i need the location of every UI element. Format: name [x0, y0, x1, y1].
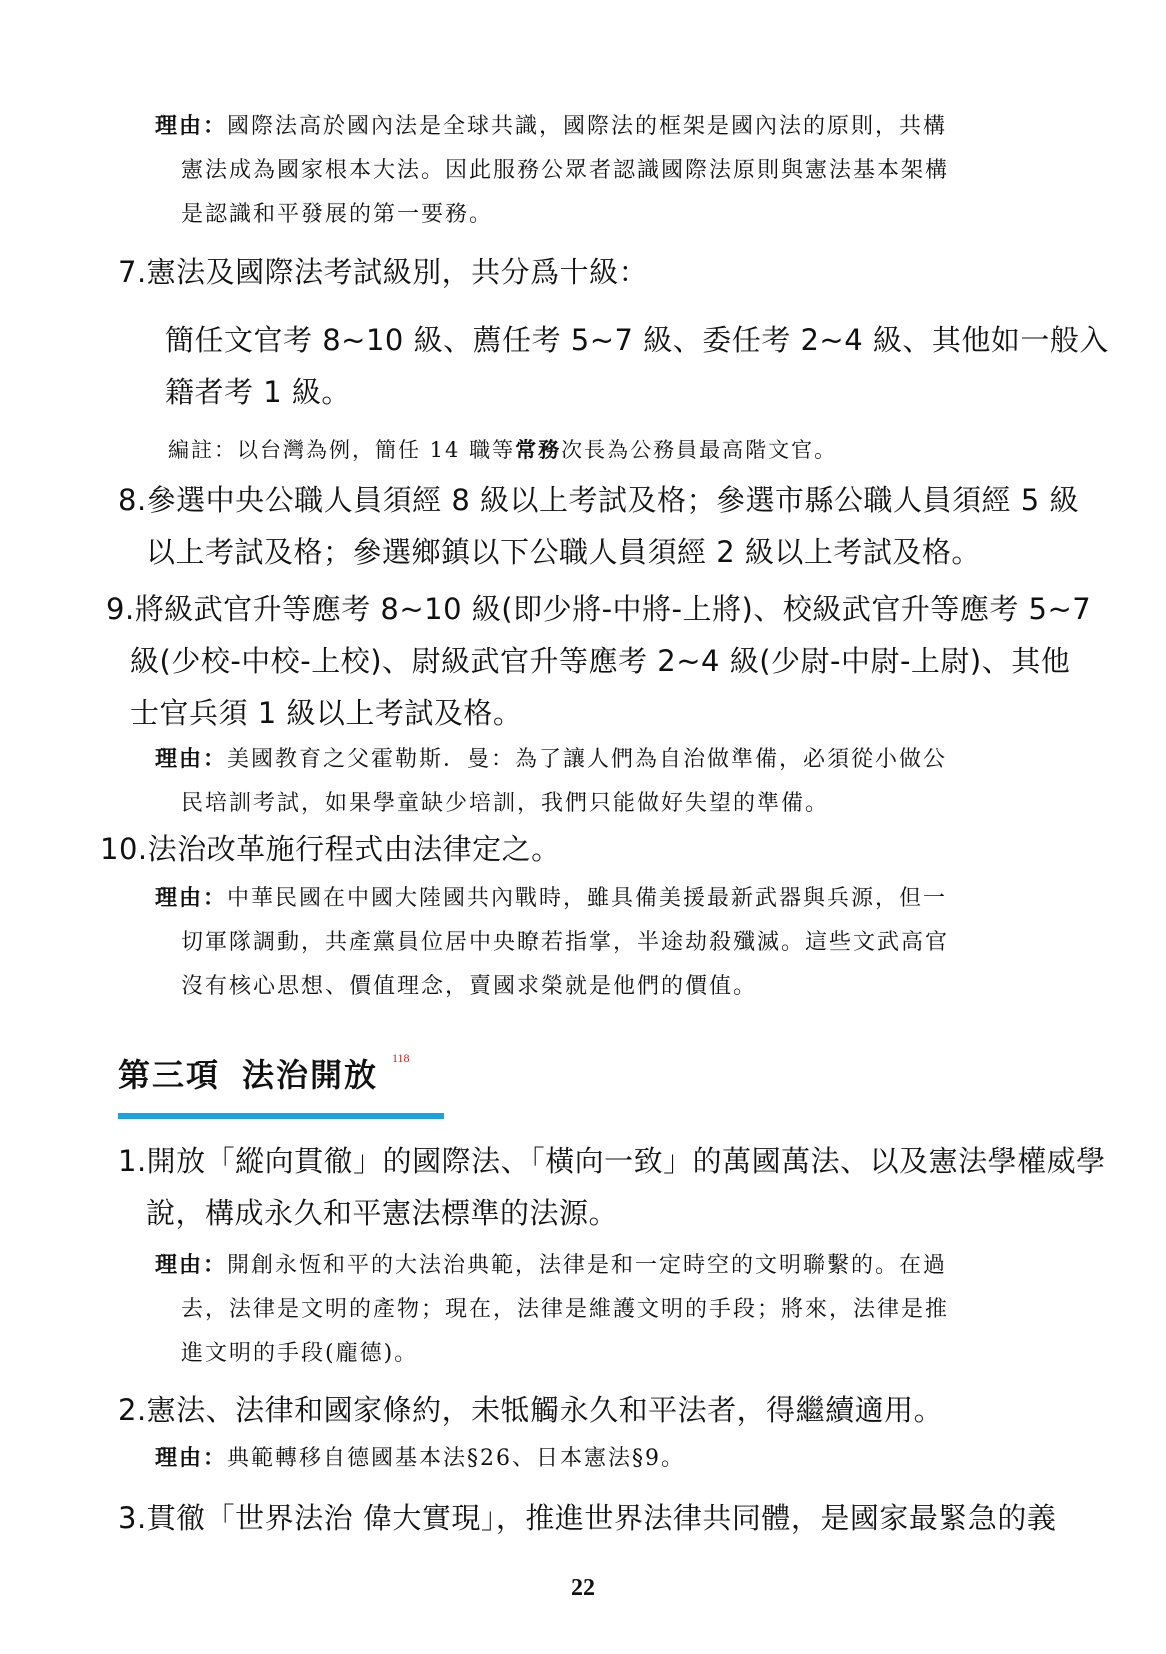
item-text-line: 士官兵須 1 級以上考試及格。	[130, 696, 523, 730]
item-text-line: 10.法治改革施行程式由法律定之。	[100, 832, 561, 866]
note-emphasis: 常務	[515, 437, 562, 462]
page-number: 22	[571, 1575, 595, 1601]
item-text-line: 7.憲法及國際法考試級別，共分爲十級：	[118, 255, 649, 289]
item-text-line: 9.將級武官升等應考 8~10 級(即少將-中將-上將)、校級武官升等應考 5~7	[106, 592, 1092, 626]
item-text-line: 1.開放「縱向貫徹」的國際法、「橫向一致」的萬國萬法、以及憲法學權威學	[118, 1144, 1106, 1178]
editor-note	[168, 432, 837, 468]
section-item-1	[118, 1135, 1106, 1239]
reason-block-10	[155, 876, 1045, 1009]
reason-text-line: 民培訓考試，如果學童缺少培訓，我們只能做好失望的準備。	[181, 791, 830, 816]
item-text-line: 級(少校-中校-上校)、尉級武官升等應考 2~4 級(少尉-中尉-上尉)、其他	[130, 644, 1071, 678]
reason-block-s1	[155, 1243, 1045, 1376]
reason-block-9	[155, 737, 1045, 826]
reason-text-line: 典範轉移自德國基本法§26、日本憲法§9。	[227, 1446, 686, 1471]
article-item-7-detail	[165, 314, 1109, 418]
reason-text-line: 中華民國在中國大陸國共內戰時，雖具備美援最新武器與兵源，但一	[227, 886, 948, 911]
article-item-8	[118, 474, 1079, 578]
reason-text-line: 去，法律是文明的產物；現在，法律是維護文明的手段；將來，法律是推	[181, 1297, 950, 1322]
reason-label: 理由：	[155, 746, 228, 772]
reason-text-line: 國際法高於國內法是全球共識，國際法的框架是國內法的原則，共構	[227, 114, 948, 139]
article-item-10	[100, 823, 561, 875]
item-text-line: 說，構成永久和平憲法標準的法源。	[146, 1196, 619, 1230]
reason-block-s2	[155, 1436, 1045, 1481]
section-item-2	[118, 1384, 943, 1436]
note-text: 編註：以台灣為例，簡任 14 職等	[168, 438, 516, 462]
reason-label: 理由：	[155, 885, 228, 911]
article-item-9	[106, 583, 1091, 739]
reason-text-line: 開創永恆和平的大法治典範，法律是和一定時空的文明聯繫的。在過	[227, 1253, 948, 1278]
section-title: 法治開放	[242, 1056, 379, 1094]
article-item-7	[118, 246, 648, 298]
reason-text-line: 切軍隊調動，共產黨員位居中央瞭若指掌，半途劫殺殲滅。這些文武高官	[181, 930, 950, 955]
section-item-3	[118, 1492, 1056, 1544]
reason-label: 理由：	[155, 1445, 228, 1471]
footnote-marker[interactable]: 118	[392, 1051, 410, 1065]
item-text-line: 3.貫徹「世界法治 偉大實現」，推進世界法律共同體，是國家最緊急的義	[118, 1501, 1057, 1535]
heading-underline	[118, 1113, 444, 1119]
item-text-line: 以上考試及格；參選鄉鎮以下公職人員須經 2 級以上考試及格。	[146, 535, 981, 569]
reason-label: 理由：	[155, 113, 228, 139]
item-text-line: 2.憲法、法律和國家條約，未牴觸永久和平法者，得繼續適用。	[118, 1393, 944, 1427]
reason-text-line: 是認識和平發展的第一要務。	[181, 202, 494, 227]
reason-text-line: 進文明的手段(龐德)。	[181, 1341, 419, 1366]
item-text-line: 8.參選中央公職人員須經 8 級以上考試及格；參選市縣公職人員須經 5 級	[118, 483, 1079, 517]
section-heading	[118, 1055, 378, 1095]
reason-block-6	[155, 104, 1045, 237]
reason-label: 理由：	[155, 1252, 228, 1278]
note-text: 次長為公務員最高階文官。	[561, 438, 838, 462]
reason-text-line: 憲法成為國家根本大法。因此服務公眾者認識國際法原則與憲法基本架構	[181, 158, 950, 183]
section-number: 第三項	[118, 1056, 221, 1094]
reason-text-line: 沒有核心思想、價值理念，賣國求榮就是他們的價值。	[181, 974, 758, 999]
reason-text-line: 美國教育之父霍勒斯．曼：為了讓人們為自治做準備，必須從小做公	[227, 747, 948, 772]
item-text-line: 簡任文官考 8~10 級、薦任考 5~7 級、委任考 2~4 級、其他如一般入	[165, 323, 1109, 357]
item-text-line: 籍者考 1 級。	[165, 375, 351, 409]
